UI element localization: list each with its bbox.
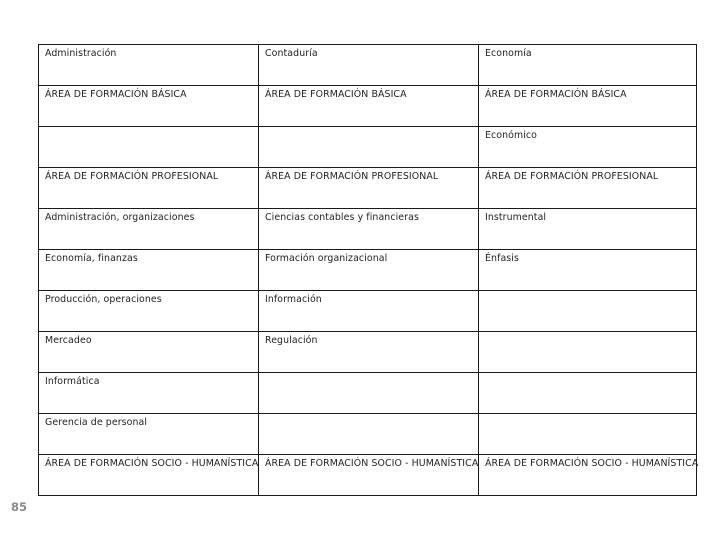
table-row (39, 250, 697, 291)
table-row (39, 414, 697, 455)
table-cell (479, 291, 697, 332)
table-cell: Información (259, 291, 479, 332)
table-row (39, 86, 697, 127)
table-cell: Economía (479, 45, 697, 86)
table-cell: ÁREA DE FORMACIÓN BÁSICA (479, 86, 697, 127)
table-cell: Administración (39, 45, 259, 86)
table-cell: Formación organizacional (259, 250, 479, 291)
table-cell (39, 127, 259, 168)
table-cell: Mercadeo (39, 332, 259, 373)
table-row (39, 127, 697, 168)
table-cell: Administración, organizaciones (39, 209, 259, 250)
table-row (39, 168, 697, 209)
table-cell: Regulación (259, 332, 479, 373)
page-number: 85 (11, 500, 28, 514)
table-cell: Económico (479, 127, 697, 168)
table-cell: Ciencias contables y financieras (259, 209, 479, 250)
table-cell (259, 414, 479, 455)
table-cell: ÁREA DE FORMACIÓN BÁSICA (39, 86, 259, 127)
curriculum-table (38, 44, 697, 496)
table-row (39, 332, 697, 373)
table-row (39, 373, 697, 414)
table-cell: Gerencia de personal (39, 414, 259, 455)
table-cell (479, 332, 697, 373)
table-body (39, 45, 697, 496)
table-cell: ÁREA DE FORMACIÓN BÁSICA (259, 86, 479, 127)
table-cell: Producción, operaciones (39, 291, 259, 332)
table-cell: ÁREA DE FORMACIÓN SOCIO - HUMANÍSTICA (259, 455, 479, 496)
table-cell: Énfasis (479, 250, 697, 291)
table-cell: Economía, finanzas (39, 250, 259, 291)
table-cell (479, 414, 697, 455)
table-cell: ÁREA DE FORMACIÓN SOCIO - HUMANÍSTICA (39, 455, 259, 496)
table-cell (259, 373, 479, 414)
table-row (39, 45, 697, 86)
table-cell: Informática (39, 373, 259, 414)
table-cell (259, 127, 479, 168)
table-cell: Instrumental (479, 209, 697, 250)
table-cell: ÁREA DE FORMACIÓN PROFESIONAL (479, 168, 697, 209)
table-cell: ÁREA DE FORMACIÓN SOCIO - HUMANÍSTICA (479, 455, 697, 496)
table-cell: Contaduría (259, 45, 479, 86)
table-cell (479, 373, 697, 414)
table-cell: ÁREA DE FORMACIÓN PROFESIONAL (39, 168, 259, 209)
table-cell: ÁREA DE FORMACIÓN PROFESIONAL (259, 168, 479, 209)
table-row (39, 455, 697, 496)
table-row (39, 291, 697, 332)
table-row (39, 209, 697, 250)
